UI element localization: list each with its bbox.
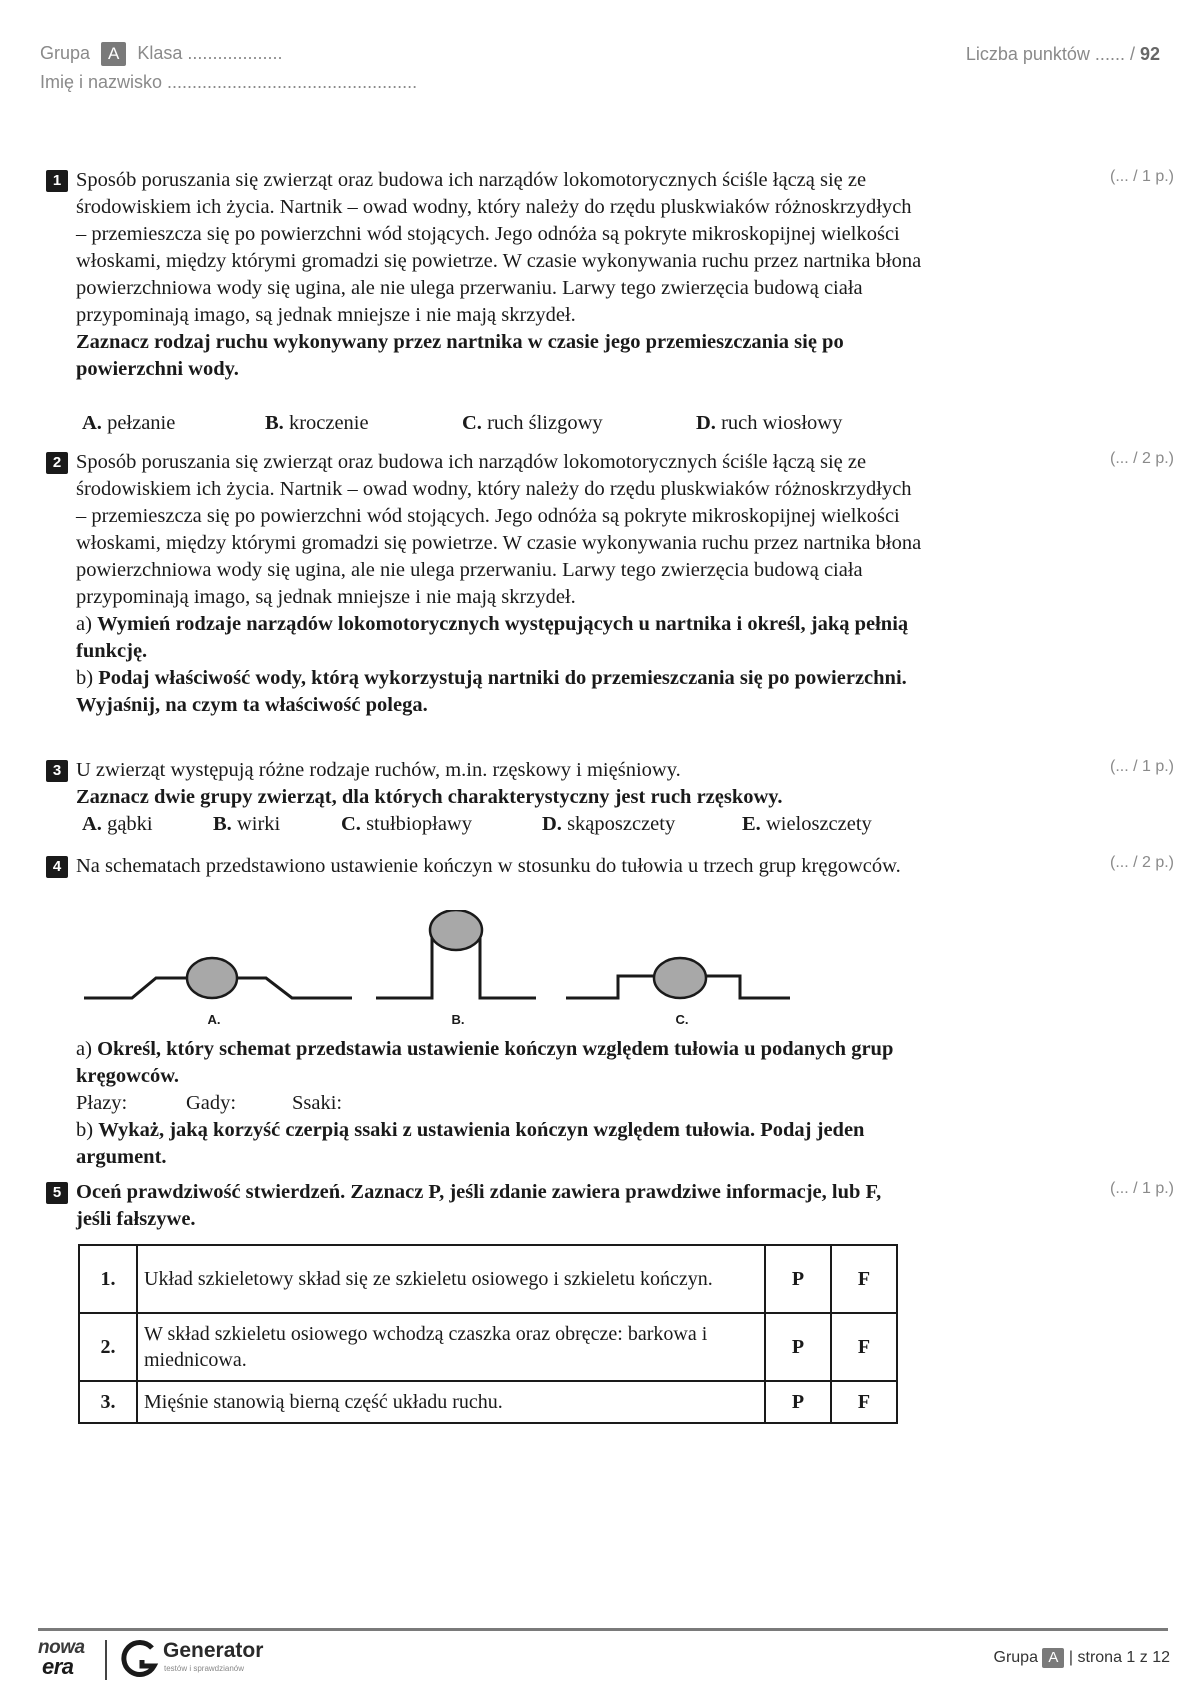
row-number: 3. [79,1381,137,1423]
diagram-label-c: C. [675,1012,689,1027]
generator-subtitle: testów i sprawdzianów [164,1664,245,1673]
question-3 [76,757,926,811]
group-badge: A [101,42,126,66]
class-field: Klasa ................... [137,43,283,63]
true-option[interactable]: P [765,1245,831,1313]
option-1d[interactable]: D. ruch wiosłowy [696,412,843,434]
question-4a: a) Określ, który schemat przedstawia ustawienie kończyn względem tułowia u podanych grup kręgowców. [76,1038,894,1087]
row-number: 1. [79,1245,137,1313]
generator-label: Generator [163,1639,264,1662]
question-number-3: 3 [46,760,68,782]
question-1-options [82,410,882,438]
diagram-label-a: A. [207,1012,221,1027]
group-ssaki: Ssaki: [292,1092,343,1114]
statement-text: Mięśnie stanowią bierną część układu ruchu. [137,1381,765,1423]
question-number-4: 4 [46,856,68,878]
option-1b[interactable]: B. kroczenie [265,412,369,434]
header-group-line [40,42,282,66]
question-3-options [82,811,902,839]
points-summary [966,44,1160,65]
question-points-5: (... / 1 p.) [1109,1180,1174,1197]
option-3c[interactable]: C. stułbiopławy [341,813,472,835]
option-3e[interactable]: E. wieloszczety [742,813,872,835]
diagram-a [84,958,352,1027]
nowa-era-logo [38,1638,98,1682]
table-row [79,1245,897,1313]
row-number: 2. [79,1313,137,1381]
option-3d[interactable]: D. skąposzczety [542,813,676,835]
page-number: | strona 1 z 12 [1068,1649,1170,1666]
question-4-parts [76,1036,926,1171]
generator-g-icon [120,1638,160,1680]
question-points-1: (... / 1 p.) [1109,168,1174,185]
statement-text: W skład szkieletu osiowego wchodzą czaszka oraz obręcze: barkowa i miednicowa. [137,1313,765,1381]
question-1-instruction: Zaznacz rodzaj ruchu wykonywany przez nartnika w czasie jego przemieszczania się po powierzchni wody. [76,331,844,380]
false-option[interactable]: F [831,1313,897,1381]
question-points-3: (... / 1 p.) [1109,758,1174,775]
question-number-1: 1 [46,170,68,192]
question-5-instruction: Oceń prawdziwość stwierdzeń. Zaznacz P, jeśli zdanie zawiera prawdziwe informacje, lub F, jeśli fałszywe. [76,1181,882,1230]
group-label: Grupa [40,43,91,63]
statement-text: Układ szkieletowy skład się ze szkieletu osiowego i szkieletu kończyn. [137,1245,765,1313]
footer-page-info [994,1648,1171,1668]
question-number-5: 5 [46,1182,68,1204]
option-1c[interactable]: C. ruch ślizgowy [462,412,603,434]
diagram-b [376,910,536,1027]
limb-position-diagram [80,910,800,1035]
question-1 [76,167,926,383]
name-field: Imię i nazwisko .................................................. [40,72,418,92]
points-total: 92 [1139,44,1160,64]
option-3a[interactable]: A. gąbki [82,813,153,835]
question-3-instruction: Zaznacz dwie grupy zwierząt, dla których charakterystyczny jest ruch rzęskowy. [76,786,783,808]
footer-divider [38,1628,1168,1631]
footer-group-badge: A [1042,1648,1064,1668]
footer-group-label: Grupa [993,1649,1038,1666]
question-2-text: Sposób poruszania się zwierząt oraz budowa ich narządów lokomotorycznych ściśle łączą się ze środowiskiem ich życia. Nartnik – owad wodny, który należy do rzędu pluskwiaków różnoskrzydłych – przemieszcza się po powierzchni wód stojących. Jego odnóża są pokryte mikroskopijnej wielkości włoskami, między którymi gromadzi się powietrze. W czasie wykonywania ruchu przez nartnika błona powierzchniowa wody się ugina, ale nie ulega przerwaniu. Larwy tego zwierzęcia budową ciała przypominają imago, są jednak mniejsze i nie mają skrzydeł. [76,451,922,608]
option-3b[interactable]: B. wirki [213,813,281,835]
question-number-2: 2 [46,452,68,474]
diagram-c [566,958,790,1027]
table-row [79,1313,897,1381]
question-4-text: Na schematach przedstawiono ustawienie kończyn w stosunku do tułowia u trzech grup kręgowców. [76,855,901,877]
question-2a: a) Wymień rodzaje narządów lokomotorycznych występujących u nartnika i określ, jaką pełnią funkcję. [76,613,909,662]
question-points-4: (... / 2 p.) [1109,854,1174,871]
logo-separator [105,1640,107,1680]
group-plazy: Płazy: [76,1092,128,1114]
question-2 [76,449,926,719]
group-gady: Gady: [186,1092,237,1114]
question-points-2: (... / 2 p.) [1109,450,1174,467]
question-4-groups [76,1090,926,1117]
question-2b: b) Podaj właściwość wody, którą wykorzystują nartniki do przemieszczania się po powierzchni. Wyjaśnij, na czym ta właściwość polega. [76,667,907,716]
true-option[interactable]: P [765,1313,831,1381]
question-3-text: U zwierząt występują różne rodzaje ruchów, m.in. rzęskowy i mięśniowy. [76,759,681,781]
true-false-table [78,1244,898,1424]
logo-text-bottom: era [42,1654,74,1679]
false-option[interactable]: F [831,1381,897,1423]
logo-text-top: nowa [38,1637,85,1658]
question-4b: b) Wykaż, jaką korzyść czerpią ssaki z ustawienia kończyn względem tułowia. Podaj jeden argument. [76,1119,865,1168]
option-1a[interactable]: A. pełzanie [82,412,176,434]
true-option[interactable]: P [765,1381,831,1423]
table-row [79,1381,897,1423]
question-1-text: Sposób poruszania się zwierząt oraz budowa ich narządów lokomotorycznych ściśle łączą się ze środowiskiem ich życia. Nartnik – owad wodny, który należy do rzędu pluskwiaków różnoskrzydłych – przemieszcza się po powierzchni wód stojących. Jego odnóża są pokryte mikroskopijnej wielkości włoskami, między którymi gromadzi się powietrze. W czasie wykonywania ruchu przez nartnika błona powierzchniowa wody się ugina, ale nie ulega przerwaniu. Larwy tego zwierzęcia budową ciała przypominają imago, są jednak mniejsze i nie mają skrzydeł. [76,169,922,326]
false-option[interactable]: F [831,1245,897,1313]
diagram-label-b: B. [451,1012,465,1027]
points-label: Liczba punktów ...... / [965,44,1135,64]
